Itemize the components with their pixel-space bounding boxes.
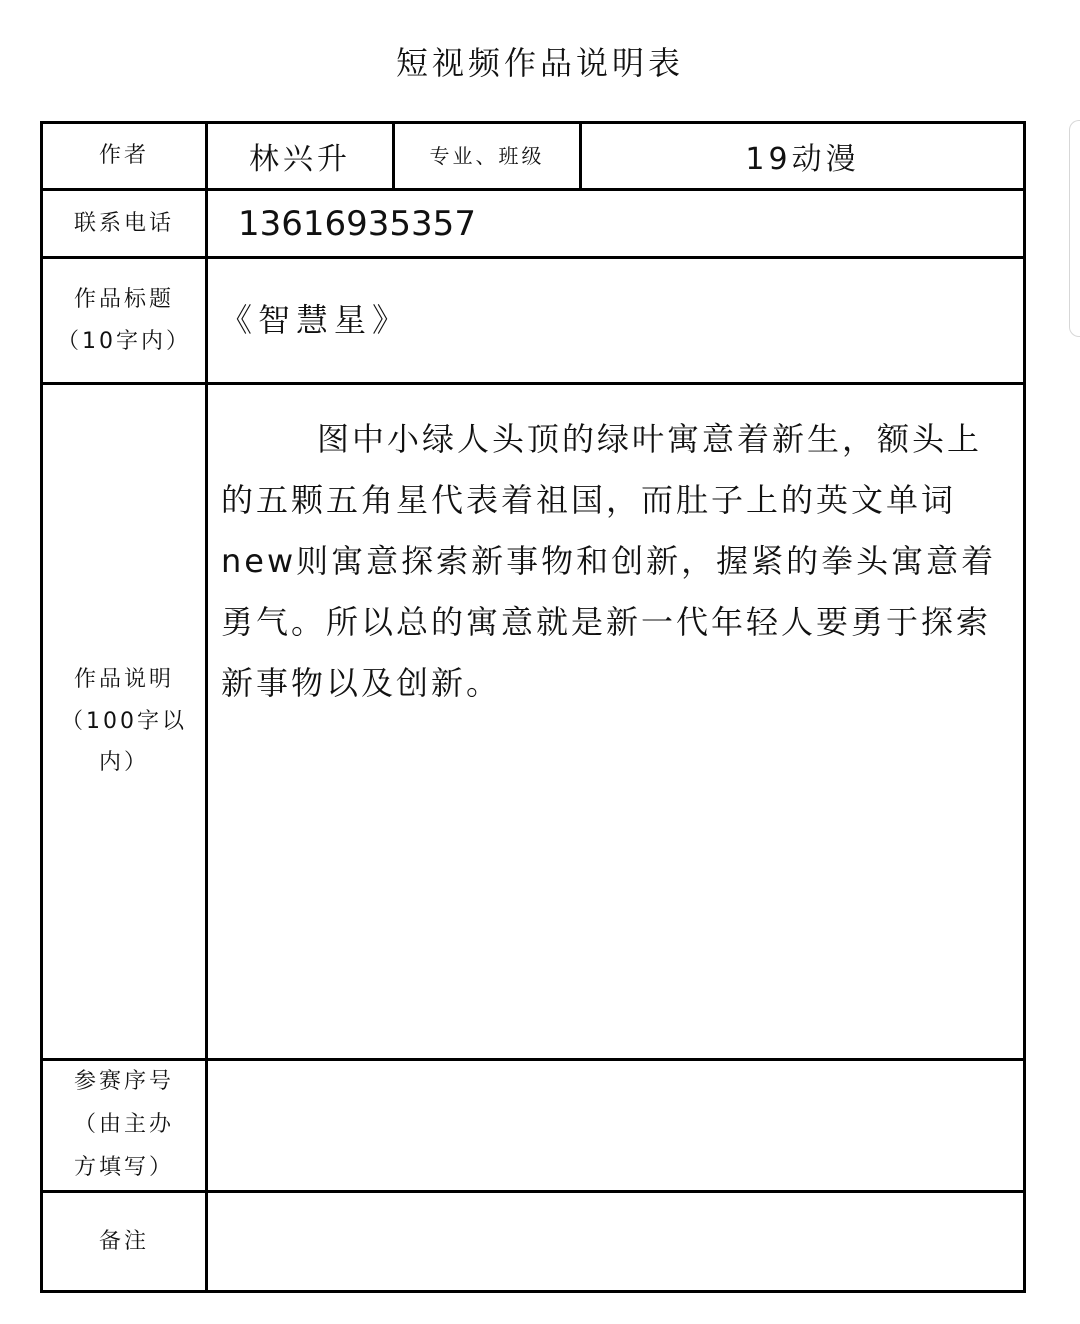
major-class-label (395, 124, 579, 188)
form-title: 短视频作品说明表 (395, 44, 684, 82)
phone-value-text: 13616935357 (238, 203, 476, 244)
work-description-label-line1: 作品说明 (73, 666, 174, 692)
work-title-value-text: 《智慧星》 (220, 301, 411, 339)
remarks-label (43, 1193, 205, 1290)
remarks-value (208, 1193, 1023, 1290)
remarks-label-text: 备注 (98, 1228, 149, 1254)
work-description-value: 图中小绿人头顶的绿叶寓意着新生，额头上的五颗五角星代表着祖国，而肚子上的英文单词new则寓意探索新事物和创新，握紧的拳头寓意着勇气。所以总的寓意就是新一代年轻人要勇于探索新事物以及创新。 (221, 420, 997, 702)
work-info-table (40, 121, 1026, 1293)
author-label-text: 作者 (98, 143, 149, 169)
work-description-label (43, 385, 205, 1058)
work-title-label-line1: 作品标题 (73, 286, 174, 312)
work-description-label-line2: （100字以 (61, 708, 187, 734)
major-class-value (582, 124, 1023, 188)
major-class-value-text: 19动漫 (745, 142, 860, 177)
work-description-label-line3: 内） (98, 750, 149, 776)
entry-number-label (43, 1061, 205, 1190)
entry-number-label-line1: 参赛序号 (73, 1069, 174, 1095)
phone-value (208, 191, 1023, 256)
phone-label-text: 联系电话 (73, 210, 174, 236)
author-label (43, 124, 205, 188)
work-title-label-line2: （10字内） (57, 328, 191, 354)
scrollbar-handle[interactable] (1069, 120, 1080, 337)
major-class-label-text: 专业、班级 (429, 144, 545, 168)
work-title-value (208, 259, 1023, 382)
work-title-label (43, 259, 205, 382)
entry-number-label-line2: （由主办 (73, 1112, 174, 1138)
entry-number-label-line3: 方填写） (73, 1154, 174, 1180)
phone-label (43, 191, 205, 256)
author-value (208, 124, 392, 188)
entry-number-value (208, 1061, 1023, 1190)
author-value-text: 林兴升 (249, 142, 351, 177)
